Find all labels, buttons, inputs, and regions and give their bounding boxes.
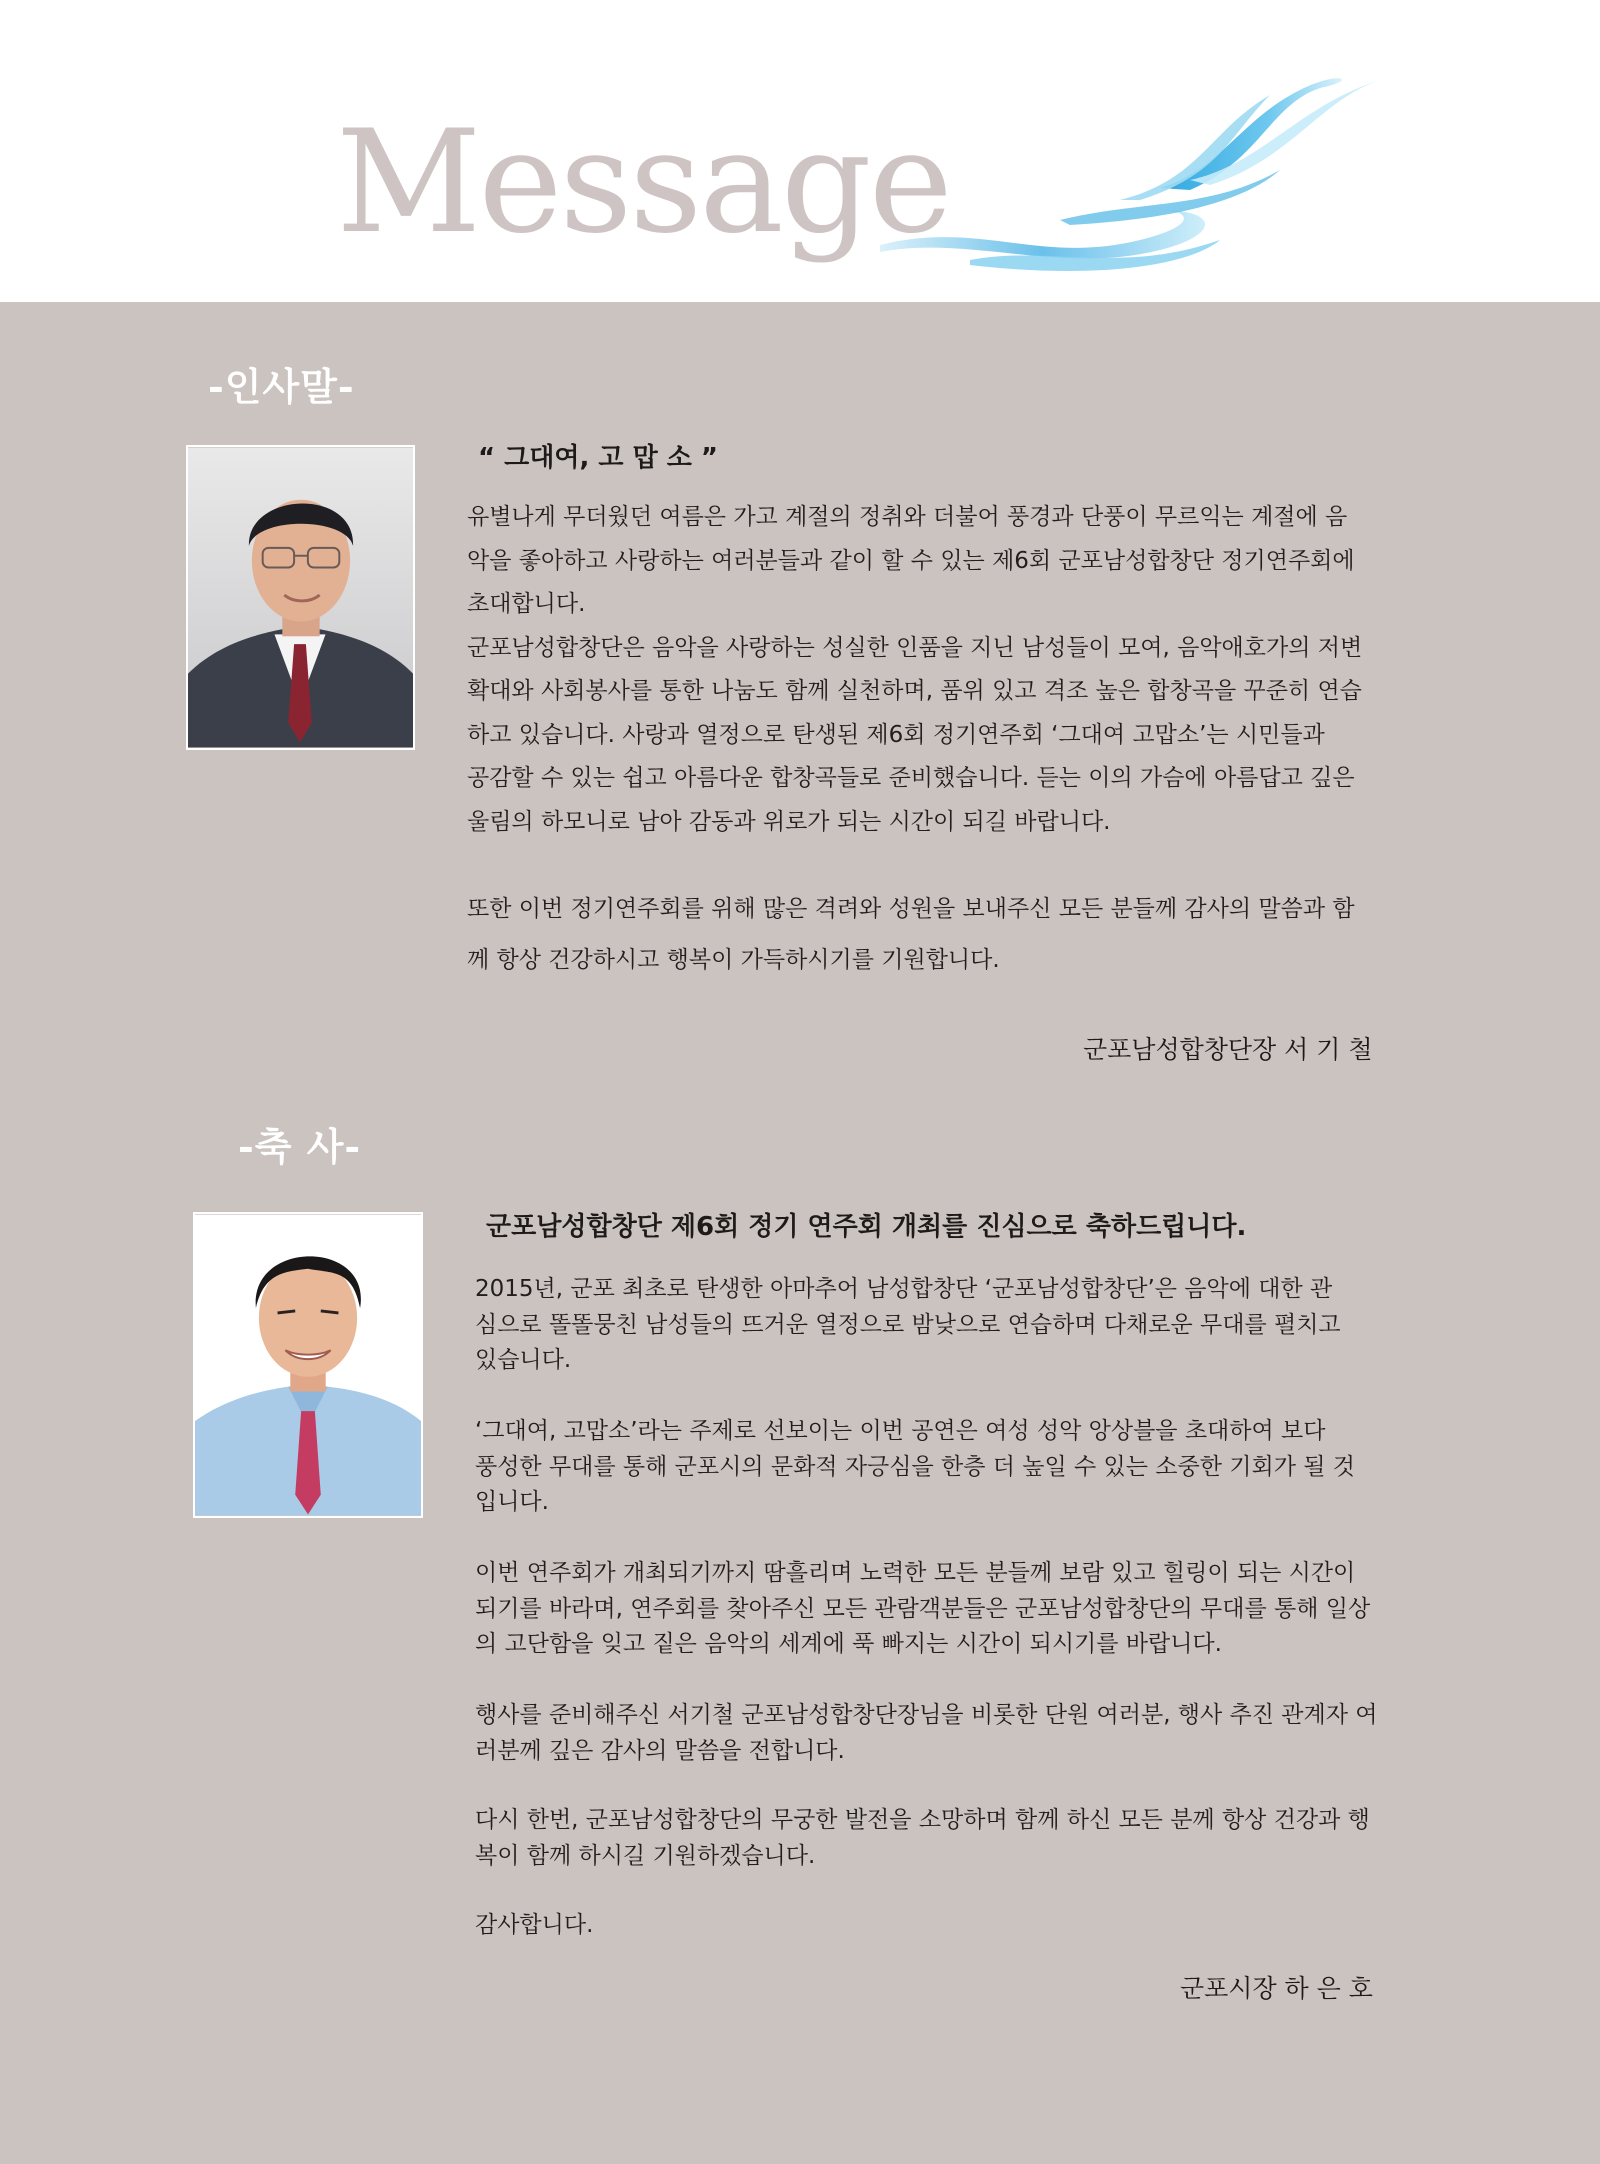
page-header — [0, 0, 1600, 302]
text-line: 감사합니다. — [475, 1912, 594, 1938]
congrats-paragraph-3 — [475, 1556, 1370, 1663]
text-line: 또한 이번 정기연주회를 위해 많은 격려와 성원을 보내주신 모든 분들께 감사의 말씀과 함 — [467, 896, 1355, 922]
greeting-paragraph-2 — [467, 884, 1355, 986]
text-line: 의 고단함을 잊고 짙은 음악의 세계에 푹 빠지는 시간이 되시기를 바랍니다. — [475, 1631, 1222, 1657]
congrats-paragraph-1 — [475, 1272, 1341, 1379]
text-line: 심으로 똘똘뭉친 남성들의 뜨거운 열정으로 밤낮으로 연습하며 다채로운 무대를 펼치고 — [475, 1311, 1341, 1338]
text-line: 있습니다. — [475, 1347, 572, 1373]
text-line: 행사를 준비해주신 서기철 군포남성합창단장님을 비롯한 단원 여러분, 행사 추진 관계자 여 — [475, 1702, 1378, 1728]
mayor-photo — [193, 1212, 423, 1518]
congrats-paragraph-4 — [475, 1698, 1378, 1769]
text-line: 께 항상 건강하시고 행복이 가득하시기를 기원합니다. — [467, 947, 1000, 973]
text-line: 러분께 깊은 감사의 말씀을 전합니다. — [475, 1737, 845, 1764]
congrats-heading: -축 사- — [238, 1124, 362, 1169]
text-line: 초대합니다. — [467, 591, 586, 617]
text-line: 2015년, 군포 최초로 탄생한 아마추어 남성합창단 ‘군포남성합창단’은 음악에 대한 관 — [475, 1276, 1333, 1302]
congrats-paragraph-5 — [475, 1803, 1370, 1874]
greeting-title: “ 그대여, 고 맙 소 ” — [478, 443, 719, 473]
portrait-man-glasses-icon — [188, 447, 413, 748]
text-line: 공감할 수 있는 쉽고 아름다운 합창곡들로 준비했습니다. 듣는 이의 가슴에 아름답고 깊은 — [467, 765, 1355, 791]
text-line: 이번 연주회가 개최되기까지 땀흘리며 노력한 모든 분들께 보람 있고 힐링이 되는 시간이 — [475, 1560, 1356, 1586]
text-line: 되기를 바라며, 연주회를 찾아주신 모든 관람객분들은 군포남성합창단의 무대를 통해 일상 — [475, 1595, 1371, 1622]
chairman-photo — [186, 445, 415, 750]
text-line: 하고 있습니다. 사랑과 열정으로 탄생된 제6회 정기연주회 ‘그대여 고맙소’는 시민들과 — [467, 721, 1325, 748]
text-line: 악을 좋아하고 사랑하는 여러분들과 같이 할 수 있는 제6회 군포남성합창단 정기연주회에 — [467, 547, 1355, 574]
greeting-paragraph-1 — [467, 496, 1362, 844]
congrats-title: 군포남성합창단 제6회 정기 연주회 개최를 진심으로 축하드립니다. — [486, 1212, 1247, 1242]
congrats-paragraph-6 — [475, 1908, 593, 1944]
greeting-heading: -인사말- — [208, 364, 355, 409]
text-line: ‘그대여, 고맙소’라는 주제로 선보이는 이번 공연은 여성 성악 앙상블을 초대하여 보다 — [475, 1418, 1326, 1444]
congrats-signature: 군포시장 하 은 호 — [1180, 1974, 1373, 2003]
wave-decoration-icon — [860, 60, 1380, 300]
congrats-paragraph-2 — [475, 1414, 1355, 1521]
text-line: 다시 한번, 군포남성합창단의 무궁한 발전을 소망하며 함께 하신 모든 분께 항상 건강과 행 — [475, 1807, 1370, 1833]
text-line: 확대와 사회봉사를 통한 나눔도 함께 실천하며, 품위 있고 격조 높은 합창곡을 꾸준히 연습 — [467, 678, 1362, 704]
text-line: 복이 함께 하시길 기원하겠습니다. — [475, 1842, 816, 1869]
text-line: 유별나게 무더웠던 여름은 가고 계절의 정취와 더불어 풍경과 단풍이 무르익는 계절에 음 — [467, 504, 1348, 530]
text-line: 울림의 하모니로 남아 감동과 위로가 되는 시간이 되길 바랍니다. — [467, 808, 1111, 835]
portrait-man-smiling-icon — [195, 1214, 421, 1516]
text-line: 군포남성합창단은 음악을 사랑하는 성실한 인품을 지닌 남성들이 모여, 음악애호가의 저변 — [467, 634, 1363, 661]
header-title: Message — [336, 100, 950, 265]
greeting-signature: 군포남성합창단장 서 기 철 — [1083, 1035, 1373, 1064]
text-line: 입니다. — [475, 1489, 549, 1515]
text-line: 풍성한 무대를 통해 군포시의 문화적 자긍심을 한층 더 높일 수 있는 소중한 기회가 될 것 — [475, 1453, 1355, 1480]
